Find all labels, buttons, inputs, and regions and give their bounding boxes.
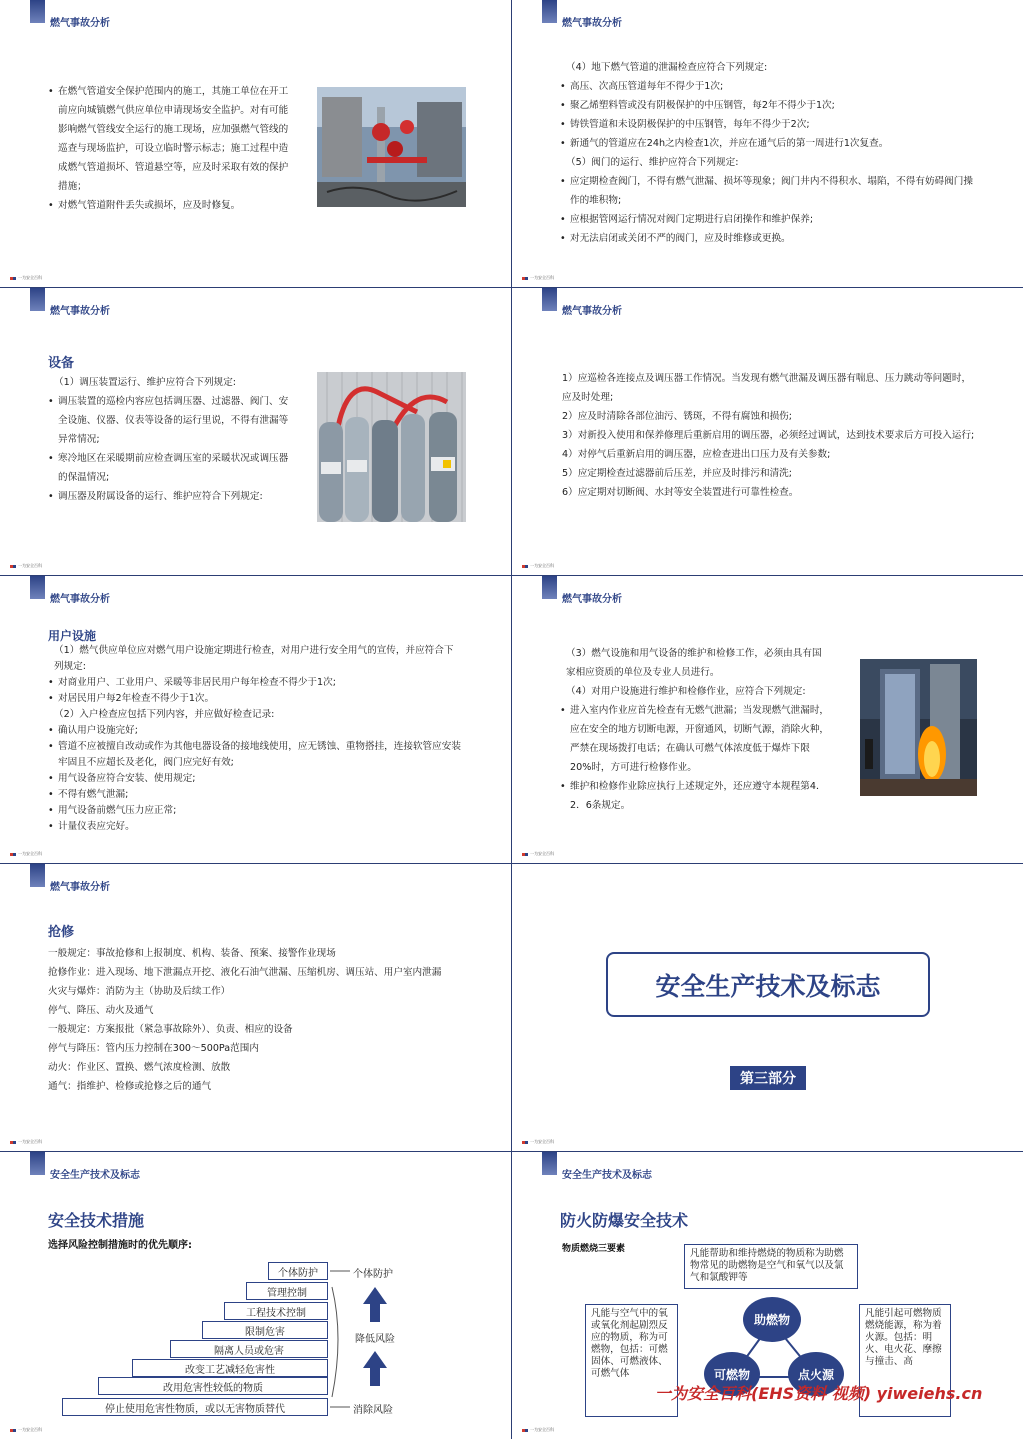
- slide-header: 安全生产技术及标志: [562, 1170, 652, 1181]
- slide-body: [48, 373, 293, 506]
- text-line: 6）应定期对切断阀、水封等安全装置进行可靠性检查。: [562, 487, 799, 498]
- oxidizer-note: 凡能帮助和维持燃烧的物质称为助燃物常见的助燃物是空气和氧气以及氯气和氯酸钾等: [684, 1244, 858, 1289]
- subheading: 选择风险控制措施时的优先顺序:: [48, 1240, 192, 1251]
- header-bar: [542, 576, 557, 599]
- bullet-item: • 进入室内作业应首先检查有无燃气泄漏；当发现燃气泄漏时，应在安全的地方切断电源，开窗通风，切断气源，消除火种，严禁在现场拨打电话；在确认可燃气体浓度低于爆炸下限20%时，方可进行检修作业。: [560, 701, 830, 777]
- header-bar: [30, 1152, 45, 1175]
- label-ppe: 个体防护: [353, 1269, 393, 1280]
- text-line: （4）对用户设施进行维护和检修作业，应符合下列规定:: [566, 686, 806, 697]
- slide-footer: 一为安全百科: [10, 1427, 42, 1433]
- bullet-item: • 对商业用户、工业用户、采暖等非居民用户每年检查不得少于1次;: [48, 675, 463, 691]
- slide-footer: 一为安全百科: [10, 563, 42, 569]
- text-line: 1）应巡检各连接点及调压器工作情况。当发现有燃气泄漏及调压器有喘息、压力跳动等问题时，应及时处理;: [562, 373, 972, 403]
- slide-header: 燃气事故分析: [50, 594, 110, 605]
- step-isolate: 隔离人员或危害: [170, 1340, 328, 1358]
- gas-fire-photo: [860, 659, 977, 796]
- grid-divider-horizontal: [0, 863, 1023, 864]
- subheading: 物质燃烧三要素: [562, 1244, 626, 1254]
- header-bar: [30, 0, 45, 23]
- slide-header: 燃气事故分析: [50, 306, 110, 317]
- gas-cylinders-photo: [317, 372, 466, 522]
- bullet-item: • 对居民用户每2年检查不得少于1次。: [48, 691, 463, 707]
- step-admin-control: 管理控制: [246, 1282, 328, 1300]
- watermark: 一为安全百科(EHS资料 视频) yiweiehs.cn: [655, 1384, 983, 1403]
- text-line: 停气与降压：管内压力控制在300～500Pa范围内: [48, 1043, 259, 1054]
- text-line: （5）阀门的运行、维护应符合下列规定:: [566, 157, 739, 168]
- slide-footer: 一为安全百科: [10, 851, 42, 857]
- slide-footer: 一为安全百科: [522, 851, 554, 857]
- section-heading: 抢修: [48, 925, 75, 940]
- section-title: 安全生产技术及标志: [606, 952, 930, 1017]
- slide-header: 燃气事故分析: [50, 18, 110, 29]
- section-heading: 安全技术措施: [48, 1211, 145, 1230]
- slide-header: 燃气事故分析: [562, 306, 622, 317]
- slide-body: [48, 82, 293, 215]
- grid-divider-horizontal: [0, 1151, 1023, 1152]
- slide-header: 安全生产技术及标志: [50, 1170, 140, 1181]
- ignition-note: 凡能引起可燃物质燃烧能源，称为着火源。包括：明火、电火花、摩擦与撞击、高: [859, 1304, 951, 1417]
- slide-5: [0, 576, 511, 863]
- bullet-item: • 在燃气管道安全保护范围内的施工，其施工单位在开工前应向城镇燃气供应单位申请现场安全监护。对有可能影响燃气管线安全运行的施工现场，应加强燃气管线的巡查与现场监护，可设立临时警示标志；施工过程中造成燃气管道损坏、管道悬空等，应及时采取有效的保护措施；: [48, 82, 293, 196]
- text-line: 3）对新投入使用和保养修理后重新启用的调压器，必须经过调试，达到技术要求后方可投入运行;: [562, 430, 975, 441]
- fuel-note: 凡能与空气中的氧或氧化剂起剧烈反应的物质，称为可燃物，包括：可燃固体、可燃液体、可燃气体: [585, 1304, 678, 1417]
- text-line: （1）调压装置运行、维护应符合下列规定:: [54, 377, 237, 388]
- text-line: 停气、降压、动火及通气: [48, 1005, 154, 1016]
- section-heading: 用户设施: [48, 629, 97, 643]
- step-engineering: 工程技术控制: [224, 1302, 328, 1320]
- section-heading: 防火防爆安全技术: [560, 1211, 689, 1230]
- text-line: 4）对停气后重新启用的调压器，应检查进出口压力及有关参数;: [562, 449, 831, 460]
- header-bar: [542, 0, 557, 23]
- slide-4: [512, 288, 1023, 575]
- slide-header: 燃气事故分析: [562, 18, 622, 29]
- slide-body: [48, 643, 463, 835]
- header-bar: [30, 288, 45, 311]
- header-bar: [542, 1152, 557, 1175]
- bullet-item: • 高压、次高压管道每年不得少于1次;: [560, 77, 980, 96]
- text-line: 火灾与爆炸：消防为主（协助及后续工作）: [48, 986, 231, 997]
- header-bar: [30, 864, 45, 887]
- bullet-item: • 管道不应被擅自改动或作为其他电器设备的接地线使用，应无锈蚀、重物搭挂，连接软管应安装牢固且不应超长及老化，阀门应完好有效;: [48, 739, 463, 771]
- bullet-item: • 调压器及附属设备的运行、维护应符合下列规定:: [48, 487, 293, 506]
- slide-9: [0, 1152, 511, 1439]
- node-ignition: 点火源: [788, 1352, 844, 1396]
- pipeline-photo: [317, 87, 466, 207]
- bullet-item: • 对燃气管道附件丢失或损坏，应及时修复。: [48, 196, 293, 215]
- bullet-item: • 计量仪表应完好。: [48, 819, 463, 835]
- grid-divider-horizontal: [0, 287, 1023, 288]
- slide-1: [0, 0, 511, 287]
- header-bar: [30, 576, 45, 599]
- text-line: （3）燃气设施和用气设备的维护和检修工作，必须由具有国家相应资质的单位及专业人员进行。: [566, 648, 822, 678]
- part-badge: 第三部分: [730, 1066, 806, 1090]
- bullet-item: • 确认用户设施完好;: [48, 723, 463, 739]
- node-oxidizer: 助燃物: [743, 1297, 801, 1342]
- text-line: 2）应及时清除各部位油污、锈斑，不得有腐蚀和损伤;: [562, 411, 792, 422]
- slide-body: [560, 644, 830, 815]
- slide-footer: 一为安全百科: [522, 275, 554, 281]
- step-eliminate: 停止使用危害性物质，或以无害物质替代: [62, 1398, 328, 1416]
- bullet-item: • 铸铁管道和未设阴极保护的中压钢管，每年不得少于2次;: [560, 115, 980, 134]
- text-line: （4）地下燃气管道的泄漏检查应符合下列规定:: [566, 62, 768, 73]
- bullet-item: • 应根据管网运行情况对阀门定期进行启闭操作和维护保养;: [560, 210, 980, 229]
- grid-divider-vertical: [511, 0, 512, 1439]
- bullet-item: • 用气设备前燃气压力应正常;: [48, 803, 463, 819]
- bullet-item: • 不得有燃气泄漏;: [48, 787, 463, 803]
- bullet-item: • 新通气的管道应在24h之内检查1次，并应在通气后的第一周进行1次复查。: [560, 134, 980, 153]
- slide-footer: 一为安全百科: [522, 1427, 554, 1433]
- text-line: 一般规定：事故抢修和上报制度、机构、装备、预案、接警作业现场: [48, 948, 336, 959]
- step-limit-hazard: 限制危害: [202, 1321, 328, 1339]
- step-ppe: 个体防护: [268, 1262, 328, 1280]
- header-bar: [542, 288, 557, 311]
- label-reduce-risk: 降低风险: [355, 1334, 395, 1345]
- bullet-item: • 应定期检查阀门，不得有燃气泄漏、损坏等现象；阀门井内不得积水、塌陷，不得有妨碍阀门操作的堆积物;: [560, 172, 980, 210]
- text-line: 动火：作业区、置换、燃气浓度检测、放散: [48, 1062, 231, 1073]
- slide-8: [512, 864, 1023, 1151]
- slide-body: [560, 58, 980, 248]
- slide-footer: 一为安全百科: [522, 1139, 554, 1145]
- slide-3: [0, 288, 511, 575]
- slide-body: [562, 369, 977, 502]
- node-fuel: 可燃物: [704, 1352, 760, 1396]
- text-line: （2）入户检查应包括下列内容，并应做好检查记录:: [54, 709, 275, 720]
- text-line: 5）应定期检查过滤器前后压差，并应及时排污和清洗;: [562, 468, 792, 479]
- bullet-item: • 聚乙烯塑料管或没有阴极保护的中压钢管，每2年不得少于1次;: [560, 96, 980, 115]
- section-heading: 设备: [48, 356, 75, 371]
- slide-footer: 一为安全百科: [10, 1139, 42, 1145]
- step-change-process: 改变工艺减轻危害性: [132, 1359, 328, 1377]
- step-substitute: 改用危害性较低的物质: [98, 1377, 328, 1395]
- slide-header: 燃气事故分析: [562, 594, 622, 605]
- bullet-item: • 用气设备应符合安装、使用规定;: [48, 771, 463, 787]
- slide-body: [48, 944, 463, 1096]
- bullet-item: • 寒冷地区在采暖期前应检查调压室的采暖状况或调压器的保温情况;: [48, 449, 293, 487]
- text-line: 抢修作业：进入现场、地下泄漏点开挖、液化石油气泄漏、压缩机房、调压站、用户室内泄漏: [48, 967, 442, 978]
- grid-divider-horizontal: [0, 575, 1023, 576]
- text-line: 通气：指维护、检修或抢修之后的通气: [48, 1081, 212, 1092]
- slide-2: [512, 0, 1023, 287]
- text-line: 一般规定：方案报批（紧急事故除外）、负责、相应的设备: [48, 1024, 293, 1035]
- slide-header: 燃气事故分析: [50, 882, 110, 893]
- priority-arrows-icon: [330, 1257, 410, 1422]
- bullet-item: • 调压装置的巡检内容应包括调压器、过滤器、阀门、安全设施、仪器、仪表等设备的运行里说，不得有泄漏等异常情况;: [48, 392, 293, 449]
- slide-footer: 一为安全百科: [522, 563, 554, 569]
- slide-6: [512, 576, 1023, 863]
- text-line: （1）燃气供应单位应对燃气用户设施定期进行检查，对用户进行安全用气的宣传，并应符合下列规定:: [54, 645, 454, 672]
- bullet-item: • 维护和检修作业除应执行上述规定外，还应遵守本规程第4．2．6条规定。: [560, 777, 830, 815]
- slide-7: [0, 864, 511, 1151]
- slide-footer: 一为安全百科: [10, 275, 42, 281]
- bullet-item: • 对无法启闭或关闭不严的阀门，应及时维修或更换。: [560, 229, 980, 248]
- label-eliminate-risk: 消除风险: [353, 1405, 393, 1416]
